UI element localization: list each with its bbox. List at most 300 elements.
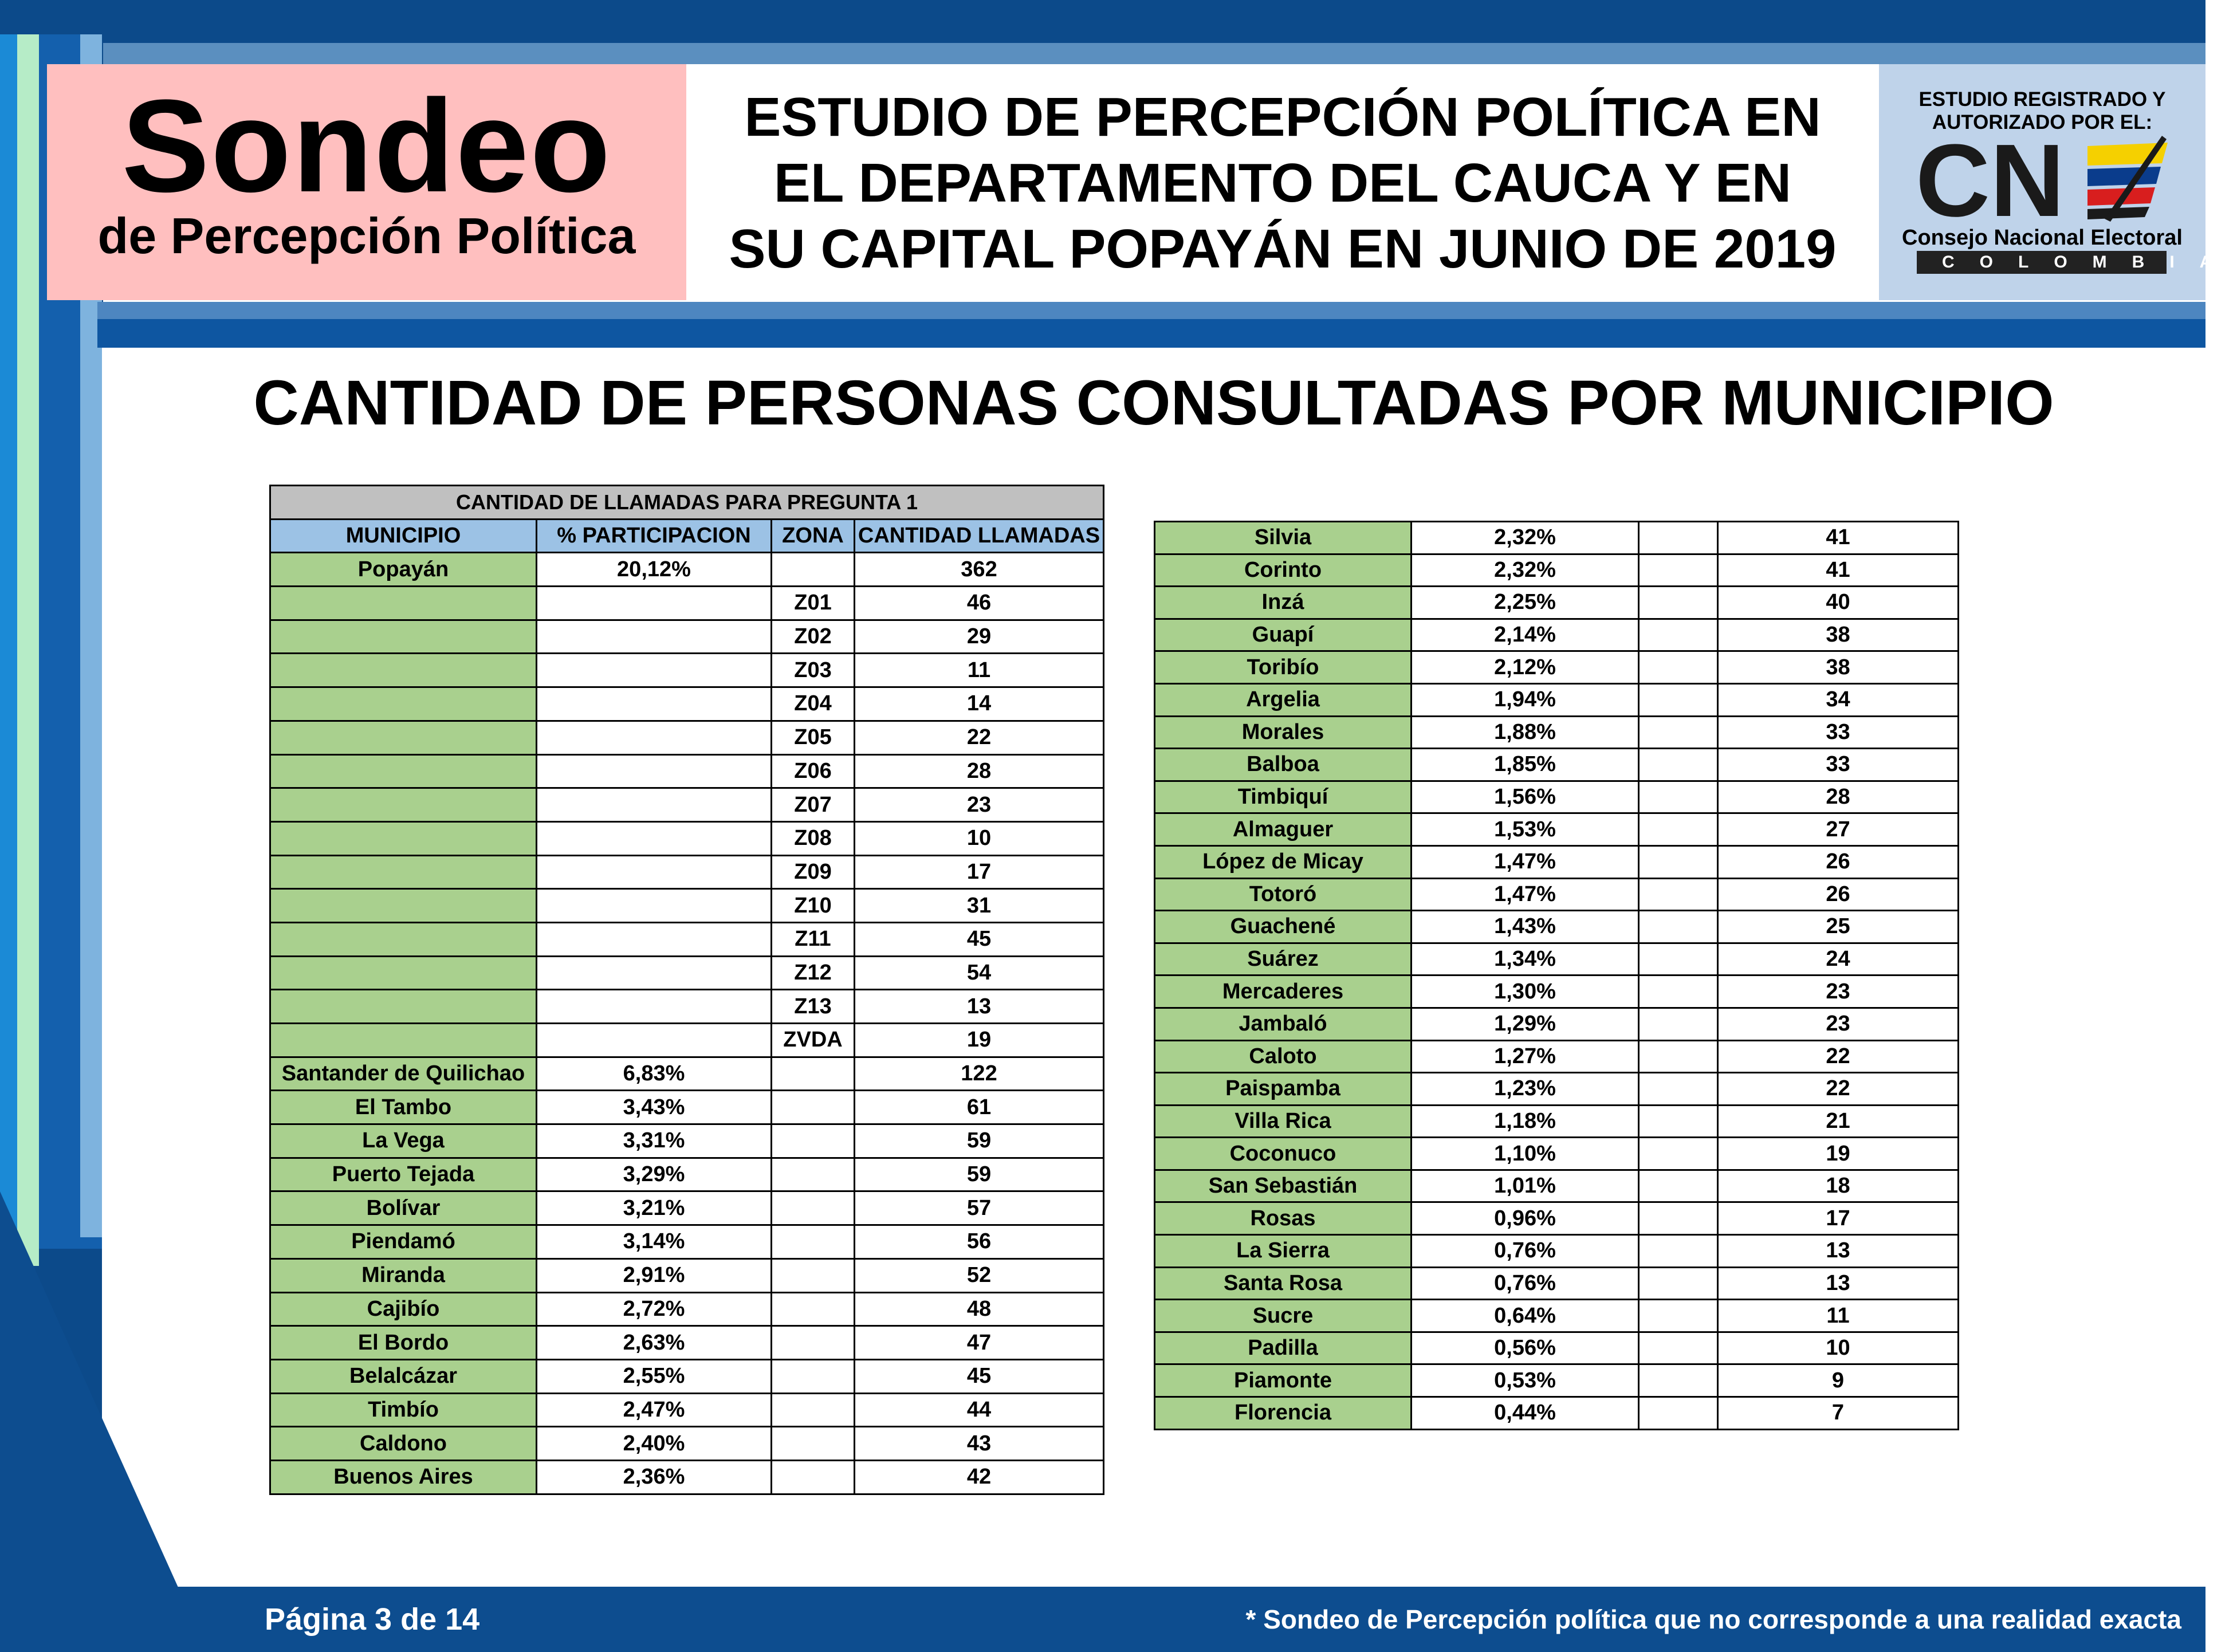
cell-participacion: 1,27% [1412, 1040, 1639, 1073]
cell-municipio: Guachené [1155, 911, 1412, 943]
cell-municipio: Paispamba [1155, 1073, 1412, 1106]
table-row [270, 1427, 1104, 1461]
cell-zona: Z13 [772, 990, 855, 1024]
table-row [1155, 1235, 1959, 1268]
cell-participacion: 2,40% [537, 1427, 772, 1461]
cell-participacion: 0,96% [1412, 1202, 1639, 1235]
cell-municipio [270, 754, 537, 788]
cne-badge [1879, 64, 2237, 300]
cell-cantidad: 17 [855, 855, 1104, 889]
cell-municipio: San Sebastián [1155, 1170, 1412, 1202]
cell-cantidad: 27 [1718, 813, 1959, 846]
cell-zona: Z10 [772, 889, 855, 923]
page-title: CANTIDAD DE PERSONAS CONSULTADAS POR MUNICIPIO [253, 368, 2054, 438]
cell-zona: Z09 [772, 855, 855, 889]
cell-zona [1639, 911, 1718, 943]
cell-cantidad: 59 [855, 1124, 1104, 1158]
cell-zona: Z12 [772, 956, 855, 990]
cell-zona [1639, 781, 1718, 813]
cell-municipio: Cajibío [270, 1292, 537, 1326]
cell-zona [772, 1225, 855, 1259]
cne-name: Consejo Nacional Electoral [1902, 226, 2183, 250]
header-zona: ZONA [772, 519, 855, 553]
table-row [1155, 1267, 1959, 1300]
cell-cantidad: 52 [855, 1258, 1104, 1292]
cell-zona [1639, 651, 1718, 684]
cell-cantidad: 33 [1718, 749, 1959, 781]
cell-zona [1639, 522, 1718, 554]
cell-municipio [270, 922, 537, 956]
cell-cantidad: 33 [1718, 716, 1959, 749]
cell-participacion: 1,01% [1412, 1170, 1639, 1202]
cell-municipio: Guapí [1155, 619, 1412, 651]
cell-cantidad: 34 [1718, 683, 1959, 716]
table-row [270, 922, 1104, 956]
cell-zona [1639, 1138, 1718, 1170]
cell-municipio: Mercaderes [1155, 976, 1412, 1008]
cell-municipio [270, 1024, 537, 1057]
cell-cantidad: 13 [1718, 1267, 1959, 1300]
cell-cantidad: 23 [1718, 1008, 1959, 1040]
table-row [1155, 976, 1959, 1008]
cell-zona [1639, 1267, 1718, 1300]
table-row [270, 1225, 1104, 1259]
table-row [1155, 554, 1959, 587]
cell-municipio: Piamonte [1155, 1364, 1412, 1397]
table-row [270, 620, 1104, 654]
table-row [270, 1124, 1104, 1158]
corner-decoration [0, 1191, 206, 1650]
cell-participacion: 1,23% [1412, 1073, 1639, 1106]
cell-participacion: 1,88% [1412, 716, 1639, 749]
cell-zona: ZVDA [772, 1024, 855, 1057]
cell-cantidad: 24 [1718, 943, 1959, 976]
cell-cantidad: 48 [855, 1292, 1104, 1326]
cell-participacion: 2,32% [1412, 522, 1639, 554]
table-row [1155, 716, 1959, 749]
cell-municipio: Bolívar [270, 1191, 537, 1225]
cell-zona [1639, 1300, 1718, 1332]
cell-zona [772, 1460, 855, 1494]
cell-municipio: Morales [1155, 716, 1412, 749]
cell-municipio: Sucre [1155, 1300, 1412, 1332]
cell-participacion [537, 922, 772, 956]
cell-participacion: 2,14% [1412, 619, 1639, 651]
cell-cantidad: 44 [855, 1393, 1104, 1427]
cne-registered-text: AUTORIZADO POR EL: [1932, 111, 2153, 133]
cell-participacion: 2,25% [1412, 587, 1639, 619]
page-number: Página 3 de 14 [265, 1602, 480, 1637]
header-underline-band-light [97, 302, 2205, 319]
logo-subtitle: de Percepción Política [97, 207, 636, 264]
cell-cantidad: 29 [855, 620, 1104, 654]
cell-participacion: 1,53% [1412, 813, 1639, 846]
cell-municipio [270, 620, 537, 654]
cell-zona [1639, 554, 1718, 587]
table-row [270, 1393, 1104, 1427]
cell-zona [1639, 1040, 1718, 1073]
table-row [1155, 1300, 1959, 1332]
cell-municipio: Buenos Aires [270, 1460, 537, 1494]
cell-municipio: Puerto Tejada [270, 1158, 537, 1191]
cell-zona [772, 1359, 855, 1393]
table-row [270, 788, 1104, 822]
cell-municipio: Piendamó [270, 1225, 537, 1259]
cell-cantidad: 23 [855, 788, 1104, 822]
cell-cantidad: 13 [855, 990, 1104, 1024]
cell-municipio: Balboa [1155, 749, 1412, 781]
cell-zona [772, 553, 855, 587]
cell-municipio [270, 855, 537, 889]
cell-zona [772, 1158, 855, 1191]
cell-municipio: El Tambo [270, 1091, 537, 1124]
cell-municipio [270, 687, 537, 721]
table-row [1155, 943, 1959, 976]
cell-municipio: Santa Rosa [1155, 1267, 1412, 1300]
cell-participacion: 2,63% [537, 1326, 772, 1360]
cell-zona: Z08 [772, 821, 855, 855]
cell-zona [1639, 1364, 1718, 1397]
table-row [1155, 781, 1959, 813]
cell-participacion [537, 687, 772, 721]
cell-participacion: 0,53% [1412, 1364, 1639, 1397]
cell-participacion: 20,12% [537, 553, 772, 587]
cell-municipio: Toribío [1155, 651, 1412, 684]
table-row [1155, 749, 1959, 781]
cell-zona [772, 1091, 855, 1124]
cell-municipio: Caloto [1155, 1040, 1412, 1073]
cell-participacion: 1,34% [1412, 943, 1639, 976]
cell-participacion [537, 587, 772, 620]
cell-cantidad: 26 [1718, 878, 1959, 911]
cell-participacion: 2,55% [537, 1359, 772, 1393]
header-cantidad: CANTIDAD LLAMADAS [855, 519, 1104, 553]
cell-municipio: López de Micay [1155, 845, 1412, 878]
cell-municipio: Caldono [270, 1427, 537, 1461]
cell-cantidad: 54 [855, 956, 1104, 990]
cell-cantidad: 362 [855, 553, 1104, 587]
cell-cantidad: 59 [855, 1158, 1104, 1191]
disclaimer-note: * Sondeo de Percepción política que no corresponde a una realidad exacta [1245, 1604, 2181, 1634]
table-row [270, 1191, 1104, 1225]
cell-participacion [537, 654, 772, 687]
cell-cantidad: 21 [1718, 1105, 1959, 1138]
cell-participacion [537, 956, 772, 990]
cell-municipio [270, 990, 537, 1024]
cell-participacion: 6,83% [537, 1057, 772, 1091]
sondeo-logo [47, 64, 686, 300]
table-row [270, 587, 1104, 620]
cell-zona [1639, 1105, 1718, 1138]
cell-municipio: La Vega [270, 1124, 537, 1158]
cell-zona: Z11 [772, 922, 855, 956]
table-row [270, 553, 1104, 587]
flag-blue [2087, 167, 2161, 186]
cell-zona [1639, 976, 1718, 1008]
cell-municipio: Belalcázar [270, 1359, 537, 1393]
table-row [270, 687, 1104, 721]
cell-participacion: 1,47% [1412, 845, 1639, 878]
cell-participacion: 1,43% [1412, 911, 1639, 943]
cell-participacion: 2,72% [537, 1292, 772, 1326]
cell-participacion: 2,32% [1412, 554, 1639, 587]
cell-zona [1639, 1332, 1718, 1364]
cne-registered-text: ESTUDIO REGISTRADO Y [1918, 88, 2166, 111]
cell-municipio: Inzá [1155, 587, 1412, 619]
table-row [1155, 1397, 1959, 1430]
cell-participacion [537, 620, 772, 654]
cell-municipio: Jambaló [1155, 1008, 1412, 1040]
cell-cantidad: 41 [1718, 522, 1959, 554]
table-row [270, 1158, 1104, 1191]
cell-municipio: Villa Rica [1155, 1105, 1412, 1138]
cell-cantidad: 38 [1718, 619, 1959, 651]
cell-municipio [270, 587, 537, 620]
table-row [270, 1024, 1104, 1057]
table-row [270, 855, 1104, 889]
top-band-light [97, 43, 2205, 66]
cell-participacion [537, 754, 772, 788]
cell-cantidad: 14 [855, 687, 1104, 721]
cell-cantidad: 22 [1718, 1040, 1959, 1073]
cell-cantidad: 61 [855, 1091, 1104, 1124]
cell-cantidad: 46 [855, 587, 1104, 620]
table-row [1155, 1170, 1959, 1202]
cell-participacion [537, 821, 772, 855]
cell-zona [1639, 1073, 1718, 1106]
cell-municipio [270, 821, 537, 855]
table-caption: CANTIDAD DE LLAMADAS PARA PREGUNTA 1 [270, 486, 1104, 520]
table-row [1155, 1105, 1959, 1138]
cell-zona: Z07 [772, 788, 855, 822]
cell-participacion: 3,14% [537, 1225, 772, 1259]
table-row [1155, 1008, 1959, 1040]
cell-zona: Z02 [772, 620, 855, 654]
cell-municipio: Coconuco [1155, 1138, 1412, 1170]
cell-municipio: Miranda [270, 1258, 537, 1292]
cell-zona [1639, 1170, 1718, 1202]
table-row [270, 1091, 1104, 1124]
table-row [1155, 651, 1959, 684]
cell-cantidad: 56 [855, 1225, 1104, 1259]
cell-zona [1639, 1397, 1718, 1430]
table-row [270, 889, 1104, 923]
cell-participacion: 2,47% [537, 1393, 772, 1427]
cell-municipio: Argelia [1155, 683, 1412, 716]
cell-zona [1639, 716, 1718, 749]
cne-logo-icon [1916, 123, 2168, 238]
cell-zona: Z05 [772, 721, 855, 754]
cell-zona [1639, 845, 1718, 878]
cell-zona [1639, 878, 1718, 911]
cell-cantidad: 28 [1718, 781, 1959, 813]
table-row [270, 1292, 1104, 1326]
cell-municipio [270, 956, 537, 990]
cell-zona [1639, 813, 1718, 846]
table-row [270, 1359, 1104, 1393]
cell-zona [1639, 683, 1718, 716]
cell-zona [772, 1191, 855, 1225]
cell-zona: Z01 [772, 587, 855, 620]
cell-participacion: 0,64% [1412, 1300, 1639, 1332]
cell-zona [772, 1326, 855, 1360]
cell-participacion: 0,56% [1412, 1332, 1639, 1364]
cell-cantidad: 22 [855, 721, 1104, 754]
cell-participacion: 2,91% [537, 1258, 772, 1292]
cell-municipio: Popayán [270, 553, 537, 587]
table-row [270, 1326, 1104, 1360]
cne-country: COLOMBIA [1917, 251, 2167, 274]
table-row [1155, 1073, 1959, 1106]
cell-cantidad: 11 [1718, 1300, 1959, 1332]
cell-cantidad: 45 [855, 922, 1104, 956]
cell-zona: Z06 [772, 754, 855, 788]
table-row [1155, 619, 1959, 651]
cell-participacion: 1,47% [1412, 878, 1639, 911]
cell-cantidad: 41 [1718, 554, 1959, 587]
cell-municipio: La Sierra [1155, 1235, 1412, 1268]
table-row [270, 1057, 1104, 1091]
left-stripe [0, 34, 17, 1295]
cell-cantidad: 42 [855, 1460, 1104, 1494]
left-stripe [17, 34, 39, 1266]
cne-mark: CN [1916, 123, 2065, 238]
table-row [1155, 587, 1959, 619]
cell-participacion: 3,31% [537, 1124, 772, 1158]
cell-municipio [270, 889, 537, 923]
cell-municipio: Rosas [1155, 1202, 1412, 1235]
cell-cantidad: 28 [855, 754, 1104, 788]
cell-cantidad: 13 [1718, 1235, 1959, 1268]
table-row [270, 1460, 1104, 1494]
cell-municipio [270, 721, 537, 754]
calls-table-right [1154, 521, 1959, 1430]
table-row [1155, 813, 1959, 846]
header-title-line: ESTUDIO DE PERCEPCIÓN POLÍTICA EN [744, 86, 1821, 148]
header-title [686, 64, 1879, 300]
cell-cantidad: 10 [1718, 1332, 1959, 1364]
cell-participacion: 1,85% [1412, 749, 1639, 781]
header-participacion: % PARTICIPACION [537, 519, 772, 553]
cell-municipio: El Bordo [270, 1326, 537, 1360]
cell-cantidad: 11 [855, 654, 1104, 687]
cell-cantidad: 18 [1718, 1170, 1959, 1202]
cell-participacion: 0,76% [1412, 1267, 1639, 1300]
cell-cantidad: 17 [1718, 1202, 1959, 1235]
table-row [270, 990, 1104, 1024]
cell-participacion [537, 721, 772, 754]
cell-municipio: Suárez [1155, 943, 1412, 976]
cell-participacion: 3,43% [537, 1091, 772, 1124]
cell-participacion: 1,29% [1412, 1008, 1639, 1040]
table-row [1155, 911, 1959, 943]
cell-municipio: Padilla [1155, 1332, 1412, 1364]
cell-cantidad: 45 [855, 1359, 1104, 1393]
cell-zona: Z03 [772, 654, 855, 687]
cell-zona [1639, 587, 1718, 619]
cell-participacion: 2,36% [537, 1460, 772, 1494]
cell-zona [1639, 749, 1718, 781]
cell-cantidad: 19 [1718, 1138, 1959, 1170]
table-row [270, 956, 1104, 990]
table-row [1155, 1202, 1959, 1235]
header-municipio: MUNICIPIO [270, 519, 537, 553]
cell-participacion: 1,94% [1412, 683, 1639, 716]
cell-zona: Z04 [772, 687, 855, 721]
cell-participacion [537, 889, 772, 923]
cell-cantidad: 43 [855, 1427, 1104, 1461]
table-row [1155, 1040, 1959, 1073]
cell-cantidad: 57 [855, 1191, 1104, 1225]
cell-zona [1639, 619, 1718, 651]
cell-cantidad: 10 [855, 821, 1104, 855]
cell-participacion [537, 788, 772, 822]
table-row [270, 821, 1104, 855]
cell-zona [772, 1057, 855, 1091]
cell-zona [1639, 1008, 1718, 1040]
cell-zona [772, 1124, 855, 1158]
cell-municipio [270, 654, 537, 687]
table-row [270, 654, 1104, 687]
table-row [1155, 845, 1959, 878]
cell-participacion: 1,56% [1412, 781, 1639, 813]
cell-zona [1639, 1202, 1718, 1235]
cell-municipio: Silvia [1155, 522, 1412, 554]
cell-municipio: Florencia [1155, 1397, 1412, 1430]
table-row [1155, 1332, 1959, 1364]
logo-title: Sondeo [121, 72, 612, 219]
cell-participacion: 0,44% [1412, 1397, 1639, 1430]
table-row [270, 1258, 1104, 1292]
table-row [1155, 878, 1959, 911]
calls-table-left [269, 485, 1104, 1495]
cell-cantidad: 47 [855, 1326, 1104, 1360]
cell-municipio: Corinto [1155, 554, 1412, 587]
cell-municipio: Timbío [270, 1393, 537, 1427]
cell-cantidad: 19 [855, 1024, 1104, 1057]
cell-participacion: 0,76% [1412, 1235, 1639, 1268]
cell-zona [1639, 1235, 1718, 1268]
cell-cantidad: 22 [1718, 1073, 1959, 1106]
header-title-line: EL DEPARTAMENTO DEL CAUCA Y EN [773, 152, 1792, 214]
cell-participacion: 2,12% [1412, 651, 1639, 684]
cell-zona [772, 1292, 855, 1326]
cell-zona [772, 1258, 855, 1292]
table-row [1155, 1364, 1959, 1397]
cell-zona [772, 1427, 855, 1461]
cell-participacion: 1,18% [1412, 1105, 1639, 1138]
table-row [1155, 683, 1959, 716]
cell-cantidad: 40 [1718, 587, 1959, 619]
cell-cantidad: 122 [855, 1057, 1104, 1091]
header-title-line: SU CAPITAL POPAYÁN EN JUNIO DE 2019 [729, 218, 1837, 280]
cell-cantidad: 31 [855, 889, 1104, 923]
cell-participacion: 3,21% [537, 1191, 772, 1225]
table-row [1155, 1138, 1959, 1170]
table-row [1155, 522, 1959, 554]
cell-municipio [270, 788, 537, 822]
cell-municipio: Timbiquí [1155, 781, 1412, 813]
cell-cantidad: 25 [1718, 911, 1959, 943]
table-row [270, 754, 1104, 788]
cell-participacion: 1,10% [1412, 1138, 1639, 1170]
cell-participacion [537, 1024, 772, 1057]
cell-cantidad: 7 [1718, 1397, 1959, 1430]
cell-cantidad: 26 [1718, 845, 1959, 878]
cell-participacion: 1,30% [1412, 976, 1639, 1008]
cell-participacion [537, 990, 772, 1024]
cell-zona [1639, 943, 1718, 976]
